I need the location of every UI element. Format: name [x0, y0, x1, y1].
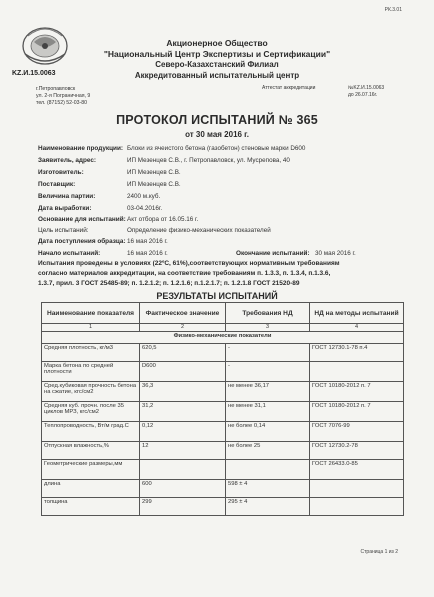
- logo-registration-number: KZ.И.15.0063: [12, 70, 56, 77]
- table-cell: не менее 36,17: [226, 382, 310, 402]
- column-number: 3: [226, 324, 310, 332]
- table-cell: ГОСТ 10180-2012 п. 7: [310, 402, 404, 422]
- branch-name: Северо-Казахстанский Филиал: [155, 60, 279, 69]
- table-cell: [140, 460, 226, 480]
- table-cell: -: [226, 344, 310, 362]
- table-row: [42, 480, 404, 498]
- column-header: Фактическое значение: [140, 303, 226, 324]
- conditions-line: согласно материалов аккредитации, на соответствие требованиям п. 1.3.3, п. 1.3.4, п.1.3.6,: [38, 270, 331, 277]
- table-cell: -: [226, 362, 310, 382]
- field-label: Дата поступления образца:: [38, 238, 126, 245]
- table-cell: [310, 498, 404, 516]
- table-cell: не более 25: [226, 442, 310, 460]
- table-cell: Марка бетона по средней плотности: [42, 362, 140, 382]
- table-cell: ГОСТ 26433.0-85: [310, 460, 404, 480]
- table-cell: Сред.кубиковая прочность бетона на сжатие, кгс/см2: [42, 382, 140, 402]
- accreditation-label: Аттестат аккредитации: [262, 85, 316, 91]
- table-cell: толщина: [42, 498, 140, 516]
- table-row: [42, 422, 404, 442]
- field-label: Изготовитель:: [38, 169, 84, 176]
- column-number: 2: [140, 324, 226, 332]
- table-cell: Отпускная влажность,%: [42, 442, 140, 460]
- table-header-row: [42, 303, 404, 324]
- table-cell: 598 ± 4: [226, 480, 310, 498]
- test-end-label: Окончание испытаний:: [236, 250, 310, 257]
- table-row: [42, 362, 404, 382]
- table-row: [42, 402, 404, 422]
- test-start-value: 16 мая 2016 г.: [127, 250, 168, 257]
- field-label: Заявитель, адрес:: [38, 157, 97, 164]
- org-type: Акционерное Общество: [166, 38, 268, 48]
- table-cell: 0,12: [140, 422, 226, 442]
- table-cell: [310, 362, 404, 382]
- results-title: РЕЗУЛЬТАТЫ ИСПЫТАНИЙ: [156, 291, 278, 301]
- conditions-line: 1.3.7, прил. 3 ГОСТ 25485-89; п. 1.2.1.2; п. 1.2.1.6; п.1.2.1.7; п. 1.2.1.8 ГОСТ 21520-89: [38, 280, 300, 287]
- table-cell: Средняя плотность, кг/м3: [42, 344, 140, 362]
- table-row: [42, 382, 404, 402]
- field-value: Блоки из ячеистого бетона (газобетон) стеновые марки D600: [127, 145, 306, 152]
- protocol-date: от 30 мая 2016 г.: [185, 130, 249, 139]
- conditions-line: Испытания проведены в условиях (22ºС, 61%),соответствующих нормативным требованиям: [38, 260, 340, 267]
- table-cell: D600: [140, 362, 226, 382]
- field-label: Наименование продукции:: [38, 145, 124, 152]
- table-cell: Геометрические размеры,мм: [42, 460, 140, 480]
- table-cell: Средняя куб. прочн. после 35 циклов МРЗ, кгс/см2: [42, 402, 140, 422]
- section-row: [42, 332, 404, 344]
- table-cell: длина: [42, 480, 140, 498]
- accreditation-date: до 26.07.16г.: [348, 92, 378, 98]
- field-value: 03-04.2016г.: [127, 205, 163, 212]
- table-cell: ГОСТ 10180-2012 п. 7: [310, 382, 404, 402]
- document-code: РК.3.01: [384, 7, 402, 13]
- field-label: Величина партии:: [38, 193, 96, 200]
- table-cell: 299: [140, 498, 226, 516]
- table-row: [42, 344, 404, 362]
- center-name: Аккредитованный испытательный центр: [134, 71, 300, 80]
- field-value: ИП Мезенцев С.В.: [127, 181, 181, 188]
- field-value: 2400 м.куб.: [127, 193, 161, 200]
- field-label: Основание для испытаний:: [38, 216, 126, 223]
- results-table: [41, 302, 403, 516]
- column-number: 4: [310, 324, 404, 332]
- table-row: [42, 442, 404, 460]
- table-cell: ГОСТ 12730.1-78 п.4: [310, 344, 404, 362]
- test-start-label: Начало испытаний:: [38, 250, 101, 257]
- column-number-row: [42, 324, 404, 332]
- field-label: Дата выработки:: [38, 205, 92, 212]
- protocol-title: ПРОТОКОЛ ИСПЫТАНИЙ № 365: [116, 113, 318, 127]
- column-header: НД на методы испытаний: [310, 303, 404, 324]
- table-cell: ГОСТ 7076-99: [310, 422, 404, 442]
- table-cell: ГОСТ 12730.2-78: [310, 442, 404, 460]
- table-cell: 620,5: [140, 344, 226, 362]
- field-value: Акт отбора от 16.05.16 г.: [127, 216, 199, 223]
- table-row: [42, 460, 404, 480]
- address-phone: тел. (87152) 52-03-80: [36, 100, 88, 106]
- table-cell: [226, 460, 310, 480]
- column-number: 1: [42, 324, 140, 332]
- table-cell: 600: [140, 480, 226, 498]
- org-name: "Национальный Центр Экспертизы и Сертификации": [103, 49, 331, 59]
- field-value: ИП Мезенцев С.В., г. Петропавловск, ул. Мусрепова, 40: [127, 157, 290, 164]
- table-cell: 295 ± 4: [226, 498, 310, 516]
- field-value: Определение физико-механических показателей: [127, 227, 271, 234]
- table-cell: Теплопроводность, Вт/м град.С: [42, 422, 140, 442]
- test-end-value: 30 мая 2016 г.: [315, 250, 356, 257]
- page-counter: Страница 1 из 2: [360, 549, 398, 555]
- table-cell: 12: [140, 442, 226, 460]
- table-cell: 31,2: [140, 402, 226, 422]
- address-street: ул. 2-я Пограничная, 9: [36, 93, 91, 99]
- column-header: Требования НД: [226, 303, 310, 324]
- table-row: [42, 498, 404, 516]
- table-cell: 36,3: [140, 382, 226, 402]
- field-value: 16 мая 2016 г.: [127, 238, 168, 245]
- field-label: Поставщик:: [38, 181, 76, 188]
- accreditation-number: №KZ.И.15.0063: [348, 85, 385, 91]
- address-city: г.Петропавловск: [36, 86, 76, 92]
- table-cell: [310, 480, 404, 498]
- table-cell: не более 0,14: [226, 422, 310, 442]
- field-label: Цель испытаний:: [38, 227, 89, 234]
- table-cell: не менее 31,1: [226, 402, 310, 422]
- column-header: Наименование показателя: [42, 303, 140, 324]
- field-value: ИП Мезенцев С.В.: [127, 169, 181, 176]
- section-title: Физико-механические показатели: [42, 332, 404, 344]
